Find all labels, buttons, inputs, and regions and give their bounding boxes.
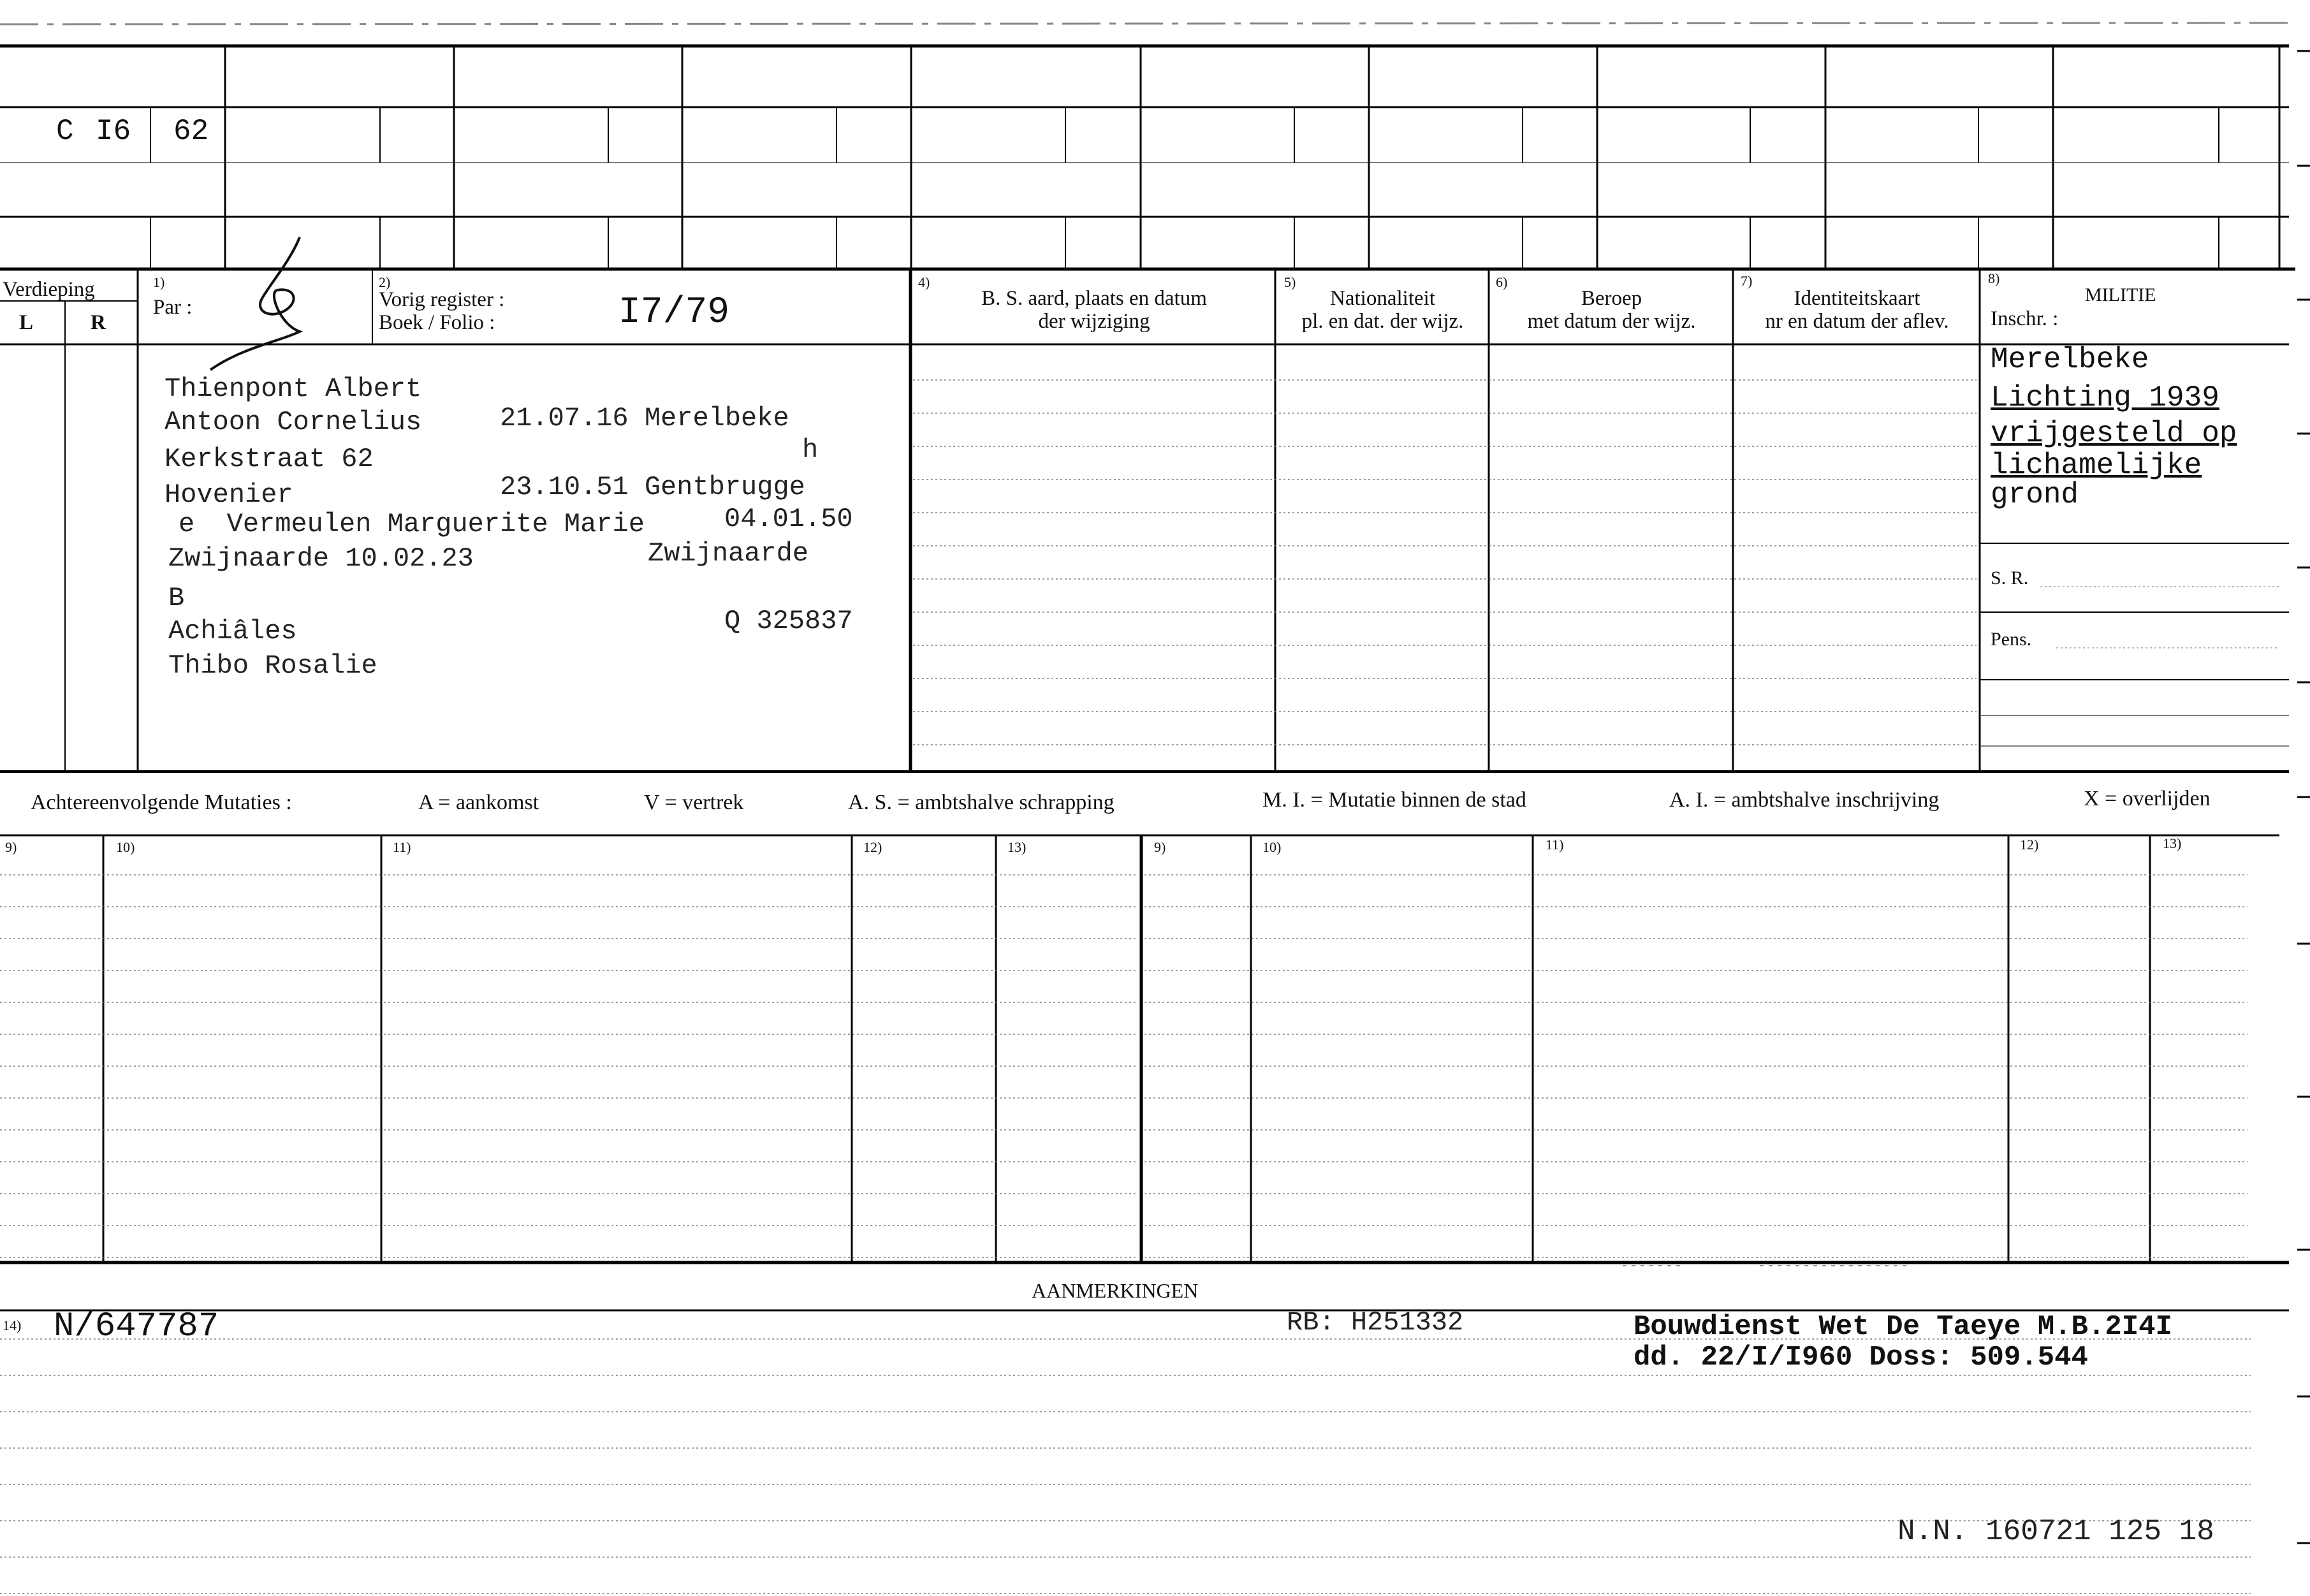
sr-label: S. R. — [1991, 567, 2029, 589]
floor-left-label: L — [19, 311, 34, 334]
person-marriage: 23.10.51 Gentbrugge — [500, 472, 805, 502]
identiteitskaart-subheader: nr en datum der aflev. — [1765, 310, 1949, 333]
legend-overlijden: X = overlijden — [2084, 787, 2211, 810]
person-b-mark: B — [168, 583, 185, 613]
militie-place: Merelbeke — [1991, 343, 2149, 376]
field-number-7: 7) — [1741, 273, 1753, 289]
person-given-names: Antoon Cornelius — [164, 407, 422, 437]
person-birth: 21.07.16 Merelbeke — [500, 403, 789, 434]
person-occupation: Hovenier — [164, 480, 293, 510]
mutaties-legend-title: Achtereenvolgende Mutaties : — [31, 791, 292, 814]
identiteitskaart-header: Identiteitskaart — [1794, 287, 1920, 310]
nationaliteit-subheader: pl. en dat. der wijz. — [1301, 310, 1464, 333]
floor-right-label: R — [91, 311, 106, 334]
aanmerkingen-title: AANMERKINGEN — [1032, 1279, 1199, 1302]
remark-reference: N/647787 — [54, 1307, 219, 1346]
bs-header-line2: der wijziging — [1038, 310, 1150, 333]
person-name: Thienpont Albert — [164, 374, 422, 404]
legend-schrapping: A. S. = ambtshalve schrapping — [848, 791, 1115, 814]
code-letter: C — [56, 115, 74, 148]
legend-vertrek: V = vertrek — [644, 791, 744, 814]
militie-lichting: Lichting 1939 — [1991, 381, 2219, 414]
legend-mutatie-stad: M. I. = Mutatie binnen de stad — [1262, 788, 1526, 812]
verdieping-label: Verdieping — [3, 278, 95, 301]
mut-col-13-right: 13) — [2163, 835, 2182, 851]
field-number-4: 4) — [918, 274, 930, 290]
field-number-14: 14) — [3, 1317, 22, 1333]
remark-bouwdienst-line1: Bouwdienst Wet De Taeye M.B.2I4I — [1634, 1311, 2172, 1343]
spouse-date: 04.01.50 — [724, 504, 853, 534]
field-number-8: 8) — [1988, 270, 2000, 286]
nationaliteit-header: Nationaliteit — [1330, 287, 1435, 310]
remark-bouwdienst-line2: dd. 22/I/I960 Doss: 509.544 — [1634, 1342, 2088, 1373]
field-number-5: 5) — [1284, 274, 1296, 290]
legend-inschrijving: A. I. = ambtshalve inschrijving — [1669, 788, 1940, 812]
father-name: Achiâles — [168, 616, 297, 647]
militie-header: MILITIE — [2085, 284, 2156, 305]
inschr-label: Inschr. : — [1991, 307, 2059, 330]
person-address: Kerkstraat 62 — [164, 444, 374, 474]
mut-col-13-left: 13) — [1007, 839, 1027, 855]
national-number: N.N. 160721 125 18 — [1897, 1515, 2214, 1548]
mut-col-9-right: 9) — [1154, 839, 1166, 855]
code-number: I6 — [96, 115, 131, 148]
id-number: Q 325837 — [724, 606, 853, 636]
mut-col-10-right: 10) — [1262, 839, 1282, 855]
code-house: 62 — [173, 115, 209, 148]
militie-reason-2: grond — [1991, 478, 2079, 511]
pens-label: Pens. — [1991, 629, 2032, 650]
beroep-subheader: met datum der wijz. — [1527, 310, 1696, 333]
mut-col-9-left: 9) — [5, 839, 17, 855]
paraph-signature — [210, 237, 300, 370]
beroep-header: Beroep — [1581, 287, 1642, 310]
militie-reason-1: lichamelijke — [1991, 449, 2202, 482]
field-number-6: 6) — [1496, 274, 1508, 290]
legend-aankomst: A = aankomst — [418, 791, 539, 814]
field-number-2: 2) — [379, 274, 391, 290]
mut-col-12-left: 12) — [863, 839, 882, 855]
mother-name: Thibo Rosalie — [168, 650, 377, 681]
militie-status: vrijgesteld op — [1991, 417, 2237, 450]
boek-folio-label: Boek / Folio : — [379, 311, 495, 334]
mut-col-10-left: 10) — [116, 839, 135, 855]
spouse-birth: Zwijnaarde 10.02.23 — [168, 543, 474, 574]
boek-folio-value: I7/79 — [618, 292, 730, 333]
vorig-register-label: Vorig register : — [379, 288, 505, 311]
par-label: Par : — [153, 296, 193, 319]
spouse-name: e Vermeulen Marguerite Marie — [179, 509, 645, 539]
mut-col-11-left: 11) — [393, 839, 411, 855]
mut-col-12-right: 12) — [2020, 837, 2039, 853]
person-h-mark: h — [802, 435, 819, 465]
remark-rb-number: RB: H251332 — [1287, 1307, 1464, 1338]
spouse-place: Zwijnaarde — [648, 538, 809, 569]
mut-col-11-right: 11) — [1546, 837, 1564, 853]
bs-header-line1: B. S. aard, plaats en datum — [981, 287, 1207, 310]
field-number-1: 1) — [153, 274, 165, 290]
